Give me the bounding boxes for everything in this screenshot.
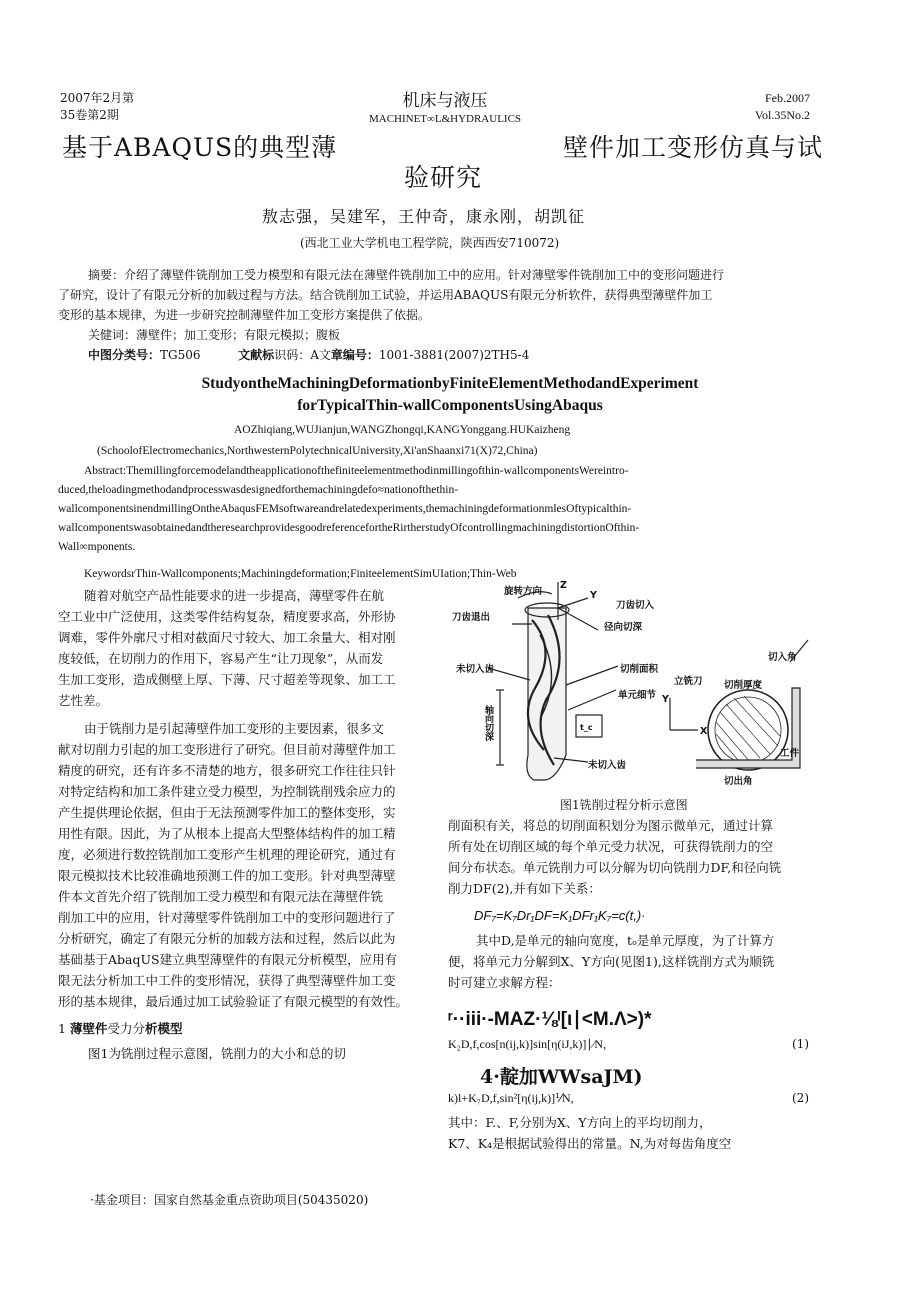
body-line: 调难，零件外廓尺寸相对截面尺寸较大、加工余量大、相对刚 — [58, 630, 396, 645]
body-line: 空工业中广泛使用，这类零件结构复杂，精度要求高，外形协 — [58, 609, 396, 624]
section-number: 1 — [58, 1021, 66, 1036]
label-radial: 径向切深 — [604, 622, 643, 633]
paper-title-part1: 基于ABAQUS的典型薄 — [62, 133, 338, 162]
abstract-line: 了研究，设计了有限元分析的加载过程与方法。结合铣削加工试验，并运用ABAQUS有限元分析软件，获得典型薄壁件加工 — [58, 288, 713, 302]
label-y-right: Y — [662, 694, 669, 705]
body-line: 时可建立求解方程： — [448, 975, 561, 990]
label-end-mill: 立铣刀 — [674, 676, 703, 687]
label-uncut-bottom: 未切入齿 — [588, 760, 627, 771]
label-entry-angle: 切入角 — [768, 652, 797, 663]
abstract-cn — [58, 265, 838, 365]
en-abstract-line: Abstract:Themillingforcemodelandtheapplicationofthefiniteelementmethodinmillingofthin-wallcomponentsWereintro- — [84, 465, 629, 477]
header-month: Feb.2007 — [765, 91, 810, 105]
abstract-line: 变形的基本规律，为进一步研究控制薄壁件加工变形方案提供了依据。 — [58, 308, 431, 322]
label-tc: t_c — [580, 723, 593, 732]
body-line: 件本文首先介绍了铣削加工受力模型和有限元法在薄壁件铣 — [58, 889, 384, 904]
label-axial: 轴向切深 — [483, 705, 493, 741]
header-date — [60, 90, 134, 124]
journal-name-en: MACHINET∞L&HYDRAULICS — [368, 113, 522, 125]
label-uncut-top: 未切入齿 — [456, 664, 495, 675]
english-title — [90, 373, 810, 417]
label-y: Y — [590, 590, 597, 601]
english-authors: AOZhiqiang,WUJianjun,WANGZhongqi,KANGYonggang.HUKaizheng — [234, 424, 571, 436]
body-line: 随着对航空产品性能要求的进一步提高，薄壁零件在航 — [84, 588, 385, 603]
body-line: 削力DF(2),并有如下关系： — [448, 881, 601, 896]
body-line: 艺性差。 — [58, 693, 109, 708]
body-line: 限无法分析加工中工件的变形情况，获得了典型薄壁件加工变 — [58, 973, 396, 988]
body-line: 分析研究，确定了有限元分析的加载方法和过程，然后以此为 — [58, 931, 396, 946]
equation-2-number: (2) — [792, 1091, 809, 1105]
body-line: 其中：F.、F,分别为X、Y方向上的平均切削力， — [448, 1115, 712, 1130]
y-axis — [558, 598, 588, 608]
journal-name-cn: 机床与液压 — [402, 91, 488, 111]
body-line: 削面积有关，将总的切削面积划分为图示微单元，通过计算 — [448, 818, 774, 833]
header-issue — [755, 90, 810, 124]
body-line: 便，将单元力分解到X、Y方向(见图1),这样铣削方式为顺铣 — [448, 954, 775, 969]
body-line: 图1为铣削过程示意图，铣削力的大小和总的切 — [88, 1046, 346, 1061]
section-title-b: 受力分 — [107, 1021, 145, 1036]
class-value: TG506 — [160, 348, 201, 362]
figure-1-milling-diagram — [448, 580, 810, 790]
body-line: 对特定结构和加工条件建立受力模型，为控制铣削残余应力的 — [58, 784, 396, 799]
authors: 敖志强，吴建军，王仲奇，康永刚，胡凯征 — [262, 207, 586, 226]
end-mill-circle — [708, 690, 788, 770]
label-cut-area: 切削面积 — [620, 664, 659, 675]
body-line: 产生提供理论依据，但由于无法预测零件加工的整体变形，实 — [58, 805, 396, 820]
body-line: 间分布状态。单元铣削力可以分解为切向铣削力DF,和径向铣 — [448, 860, 782, 875]
label-workpiece: 工件 — [780, 748, 800, 759]
body-line: K7、K₄是根据试验得出的常量。N,为对每齿角度空 — [448, 1136, 732, 1151]
right-column — [448, 815, 813, 993]
formula-1: DF₇=K₇Dr₁DF=K₁DFr₁K₇=c(t,)· — [474, 908, 646, 923]
english-abstract — [58, 462, 848, 557]
classification-line — [58, 345, 838, 365]
body-line: 精度的研究，还有许多不清楚的地方，很多研究工作往往只针 — [58, 763, 396, 778]
equation-1-number: (1) — [792, 1037, 809, 1051]
body-line: 度较低，在切削力的作用下，容易产生“让刀现象”，从而发 — [58, 651, 384, 666]
equation-1-garbled: ʳ··iii·-MAZ·⅛ᴵ[ι∣<M.Λ>)* — [448, 1009, 652, 1030]
body-line: 度，必须进行数控铣削加工变形产生机理的理论研究，通过有 — [58, 847, 396, 862]
body-line: 基础基于AbaqUS建立典型薄壁件的有限元分析模型，应用有 — [58, 952, 398, 967]
right-column-end — [448, 1112, 813, 1154]
body-line: 削加工中的应用，针对薄壁零件铣削加工中的变形问题进行了 — [58, 910, 396, 925]
label-exit-angle: 切出角 — [724, 776, 753, 787]
header-volume-line: 35卷第2期 — [60, 108, 119, 122]
journal-name — [340, 86, 550, 125]
label-exit: 刀齿退出 — [452, 612, 491, 623]
english-title-line2: forTypicalThin-wallComponentsUsingAbaqus — [297, 397, 603, 414]
section-heading — [58, 1018, 436, 1039]
body-line: 由于铣削力是引起薄壁件加工变形的主要因素，很多文 — [84, 721, 385, 736]
abstract-line: 摘要：介绍了薄壁件铣削加工受力模型和有限元法在薄壁件铣削加工中的应用。针对薄壁零件铣削加工中的变形问题进行 — [88, 268, 725, 282]
keywords-cn: 关健词：薄壁件；加工变形；有限元模拟；腹板 — [88, 328, 341, 342]
paper-title-part2: 壁件加工变形仿真与试 — [563, 133, 824, 162]
label-x-right: X — [700, 726, 708, 737]
section-title-c: 析模型 — [144, 1021, 183, 1036]
paper-title-part3: 验研究 — [404, 163, 483, 192]
en-abstract-line: wallcomponentswasobtainedandtheresearchprovidesgoodreferencefortheRirtherstudyOfcontrollingmachiningdistortionOfthin- — [58, 522, 640, 534]
en-abstract-line: Wall∞mponents. — [58, 541, 136, 553]
label-entry: 刀齿切入 — [616, 600, 655, 611]
article-label: 章编号： — [330, 348, 379, 362]
left-column — [58, 585, 436, 1064]
doc-value: 识码：A文 — [274, 348, 331, 362]
label-element: 单元细节 — [618, 690, 657, 701]
en-abstract-line: wallcomponentsinendmillingOntheAbaqusFEMsoftwareandrelatedexperiments,themachiningdeformationmlesOftypicalthin- — [58, 503, 632, 515]
label-thickness: 切削厚度 — [724, 680, 763, 691]
english-keywords: KeywordsrThin-Wallcomponents;Machiningdeformation;FiniteelementSimUIation;Thin-Web — [84, 568, 517, 580]
equation-2: k)l+K₇D,f,sin²[η(ij,k)]⅟N, — [448, 1091, 574, 1105]
class-label: 中图分类号： — [88, 348, 161, 362]
equation-1: K₂D,f,cos[n(ij,k)]sin[η(iJ,k)]∣⁄N, — [448, 1037, 607, 1051]
footnote-funding: ·基金项目：国家自然基金重点资助项目(50435020) — [90, 1193, 369, 1207]
english-affiliation: (SchoolofElectromechanics,NorthwesternPolytechnicalUniversity,Xi'anShaanxi71(X)72,China) — [97, 445, 538, 457]
header-date-line: 2007年2月第 — [60, 91, 135, 105]
body-line: 其中D,是单元的轴向宽度，tₒ是单元厚度，为了计算方 — [476, 933, 775, 948]
body-line: 所有处在切削区域的每个单元受力状况，可获得铣削力的空 — [448, 839, 774, 854]
affiliation: (西北工业大学机电工程学院，陕西西安710072) — [300, 236, 560, 250]
en-abstract-line: duced,theloadingmethodandprocesswasdesignedforthemachiningdefo≈nationofthethin- — [58, 484, 459, 496]
body-line: 献对切削力引起的加工变形进行了研究。但目前对薄壁件加工 — [58, 742, 396, 757]
article-value: 1001-3881(2007)2TH5-4 — [378, 348, 530, 362]
equation-2-garbled: 4·靛加WWsaJM) — [480, 1066, 643, 1088]
section-title-a: 薄壁件 — [69, 1021, 108, 1036]
body-line: 限元模拟技术比较准确地预测工件的加工变形。针对典型薄壁 — [58, 868, 396, 883]
label-z: Z — [560, 580, 567, 591]
english-title-line1: StudyontheMachiningDeformationbyFiniteElementMethodandExperiment — [201, 375, 699, 392]
header-vol: Vol.35No.2 — [754, 108, 810, 122]
label-rotation: 旋转方向 — [504, 586, 543, 597]
body-line: 形的基本规律，最后通过加工试验验证了有限元模型的有效性。 — [58, 994, 409, 1009]
figure-caption: 图1铣削过程分析示意图 — [560, 798, 688, 812]
body-line: 生加工变形，造成侧壁上厚、下薄、尺寸超差等现象、加工工 — [58, 672, 396, 687]
body-line: 用性有限。因此，为了从根本上提高大型整体结构件的加工精 — [58, 826, 396, 841]
doc-label: 文献标 — [238, 348, 275, 362]
